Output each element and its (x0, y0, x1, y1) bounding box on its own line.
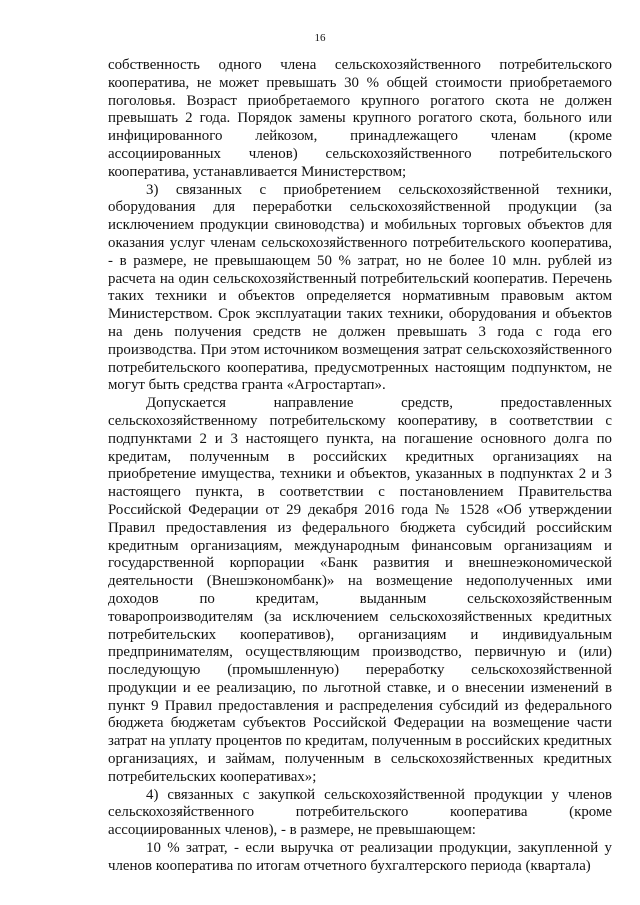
paragraph-ten-percent: 10 % затрат, - если выручка от реализации продукции, закупленной у членов кооператива по итогам отчетного бухгалтерского периода (квартала) (108, 840, 612, 874)
paragraph-continuation: собственность одного члена сельскохозяйственного потребительского кооператива, не может превышать 30 % общей стоимости приобретаемого поголовья. Возраст приобретаемого крупного рогатого скота не должен превышать 2 года. Порядок замены крупного рогатого скота, больного или инфицированного лейкозом, принадлежащего членам (кроме ассоциированных членов) сельскохозяйственного потребительского кооператива, устанавливается Министерством; (108, 57, 612, 180)
paragraph-permission: Допускается направление средств, предоставленных сельскохозяйственному потребительскому кооперативу, в соответствии с подпунктами 2 и 3 настоящего пункта, на погашение основного долга по кредитам, полученным в российских кредитных организациях на приобретение имущества, техники и объектов, указанных в подпунктах 2 и 3 настоящего пункта, в соответствии с постановлением Правительства Российской Федерации от 29 декабря 2016 года № 1528 «Об утверждении Правил предоставления из федерального бюджета субсидий российским кредитным организациям, международным финансовым организациям и государственной корпорации «Банк развития и внешнеэкономической деятельности (Внешэкономбанк)» на возмещение недополученных ими доходов по кредитам, выданным сельскохозяйственным товаропроизводителям (за исключением сельскохозяйственных кредитных потребительских кооперативов), организациям и индивидуальным предпринимателям, осуществляющим производство, первичную и (или) последующую (промышленную) переработку сельскохозяйственной продукции и ее реализацию, по льготной ставке, и о внесении изменений в пункт 9 Правил предоставления и распределения субсидий из федерального бюджета бюджетам субъектов Российской Федерации на возмещение части затрат на уплату процентов по кредитам, полученным в российских кредитных организациях, и займам, полученным в сельскохозяйственных кредитных потребительских кооперативах»; (108, 395, 612, 785)
paragraph-item-4: 4) связанных с закупкой сельскохозяйственной продукции у членов сельскохозяйственного потребительского кооператива (кроме ассоциированных членов), - в размере, не превышающем: (108, 786, 612, 839)
document-body (108, 57, 612, 876)
paragraph-item-3: 3) связанных с приобретением сельскохозяйственной техники, оборудования для переработки сельскохозяйственной продукции (за исключением продукции свиноводства) и мобильных торговых объектов для оказания услуг членам сельскохозяйственного потребительского кооператива, - в размере, не превышающем 50 % затрат, но не более 10 млн. рублей из расчета на один сельскохозяйственный потребительский кооператив. Перечень таких техники и объектов определяется нормативным правовым актом Министерством. Срок эксплуатации таких техники, оборудования и объектов на день получения средств не должен превышать 3 года с года его производства. При этом источником возмещения затрат сельскохозяйственного потребительского кооператива, предусмотренных настоящим подпунктом, не могут быть средства гранта «Агростартап». (108, 181, 612, 394)
page-number: 16 (314, 32, 326, 44)
